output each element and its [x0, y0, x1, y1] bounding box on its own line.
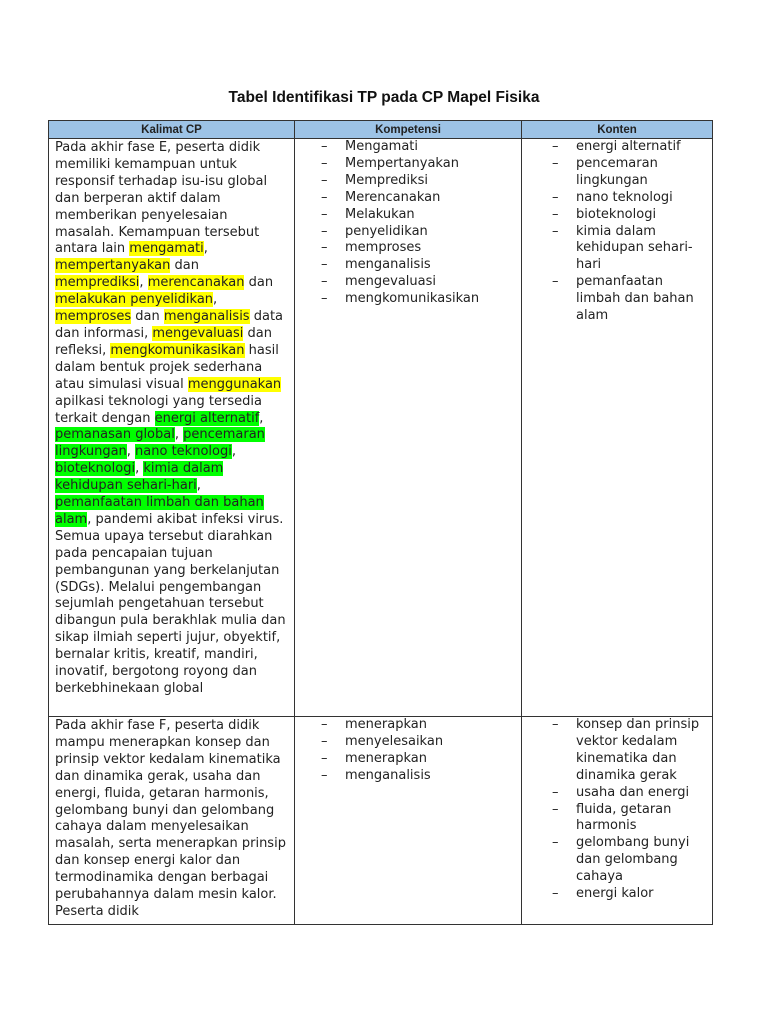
cp-text-segment: Pada akhir fase E, peserta didik memiliki kemampuan untuk responsif terhadap isu-isu global dan berperan aktif dalam memberikan penyelesaian masalah. Kemampuan tersebut antara lain — [55, 140, 268, 257]
list-item: – mengkomunikasikan — [297, 291, 517, 308]
cp-text-segment: , — [139, 275, 148, 291]
list-item: – pemanfaatan limbah dan bahan alam — [524, 274, 708, 325]
list-item: – menganalisis — [297, 768, 517, 785]
table-row — [49, 139, 713, 717]
list-item: – gelombang bunyi dan gelombang cahaya — [524, 835, 708, 886]
cp-text-segment: dan — [244, 275, 274, 291]
content-highlight: energi alternatif — [154, 410, 260, 426]
list-item: – penyelidikan — [297, 224, 517, 241]
verb-highlight: melakukan penyelidikan — [55, 292, 214, 308]
list-item: – menganalisis — [297, 257, 517, 274]
list-item: – menerapkan — [297, 751, 517, 768]
kompetensi-list — [297, 717, 517, 785]
cp-text-segment: data dan informasi, — [55, 309, 284, 341]
cp-text-segment: , — [135, 461, 144, 477]
list-item: – Memprediksi — [297, 173, 517, 190]
verb-highlight: mengkomunikasikan — [110, 342, 245, 358]
list-item: – konsep dan prinsip vektor kedalam kinematika dan dinamika gerak — [524, 717, 708, 785]
list-item: – mengevaluasi — [297, 274, 517, 291]
konten-cell — [522, 139, 713, 717]
list-item: – fluida, getaran harmonis — [524, 802, 708, 836]
verb-highlight: mengamati — [129, 241, 204, 257]
cp-text-segment: , — [213, 292, 218, 308]
list-item: – pencemaran lingkungan — [524, 156, 708, 190]
list-item: – menerapkan — [297, 717, 517, 734]
list-item: – memproses — [297, 240, 517, 257]
cp-text-segment: , — [231, 444, 236, 460]
list-item: – energi alternatif — [524, 139, 708, 156]
header-kalimat-cp: Kalimat CP — [49, 121, 295, 139]
list-item: – menyelesaikan — [297, 734, 517, 751]
konten-list — [524, 139, 708, 325]
cp-text-segment: hasil dalam bentuk projek sederhana atau simulasi visual — [55, 342, 279, 392]
cp-text-segment: , — [203, 241, 208, 257]
table-header-row — [49, 121, 713, 139]
cp-text-segment: dan — [170, 258, 199, 274]
cp-text-segment: dan refleksi, — [55, 325, 272, 358]
cp-text-segment: , pandemi akibat infeksi virus. Semua upaya tersebut diarahkan pada pencapaian tujuan pembangunan yang berkelanjutan (SDGs). Melalui pengembangan sejumlah pengetahuan tersebut dibangun pula berakhlak mulia dan sikap ilmiah seperti jujur, obyektif, bernalar kritis, kreatif, mandiri, inovatif, bergotong royong dan berkebhinekaan global — [55, 511, 286, 696]
list-item: – usaha dan energi — [524, 785, 708, 802]
konten-list — [524, 717, 708, 903]
header-konten: Konten — [522, 121, 713, 139]
list-item: – Merencanakan — [297, 190, 517, 207]
cp-text-segment: , — [126, 444, 136, 460]
cp-text-segment: , — [174, 427, 184, 443]
kalimat-cp-text — [55, 140, 290, 698]
content-highlight: pemanasan global — [55, 427, 175, 443]
content-highlight: pemanfaatan limbah dan bahan alam — [55, 495, 264, 527]
kompetensi-cell — [295, 139, 522, 717]
kalimat-cp-cell — [49, 139, 295, 717]
content-highlight: bioteknologi — [55, 461, 136, 477]
list-item: – Mengamati — [297, 139, 517, 156]
list-item: – energi kalor — [524, 886, 708, 903]
verb-highlight: memprediksi — [55, 275, 140, 291]
list-item: – kimia dalam kehidupan sehari-hari — [524, 224, 708, 275]
verb-highlight: mengevaluasi — [152, 325, 244, 341]
kompetensi-cell — [295, 717, 522, 925]
content-highlight: pencemaran lingkungan — [55, 427, 265, 460]
cp-text-segment: dan — [131, 309, 164, 325]
kompetensi-list — [297, 139, 517, 308]
cp-text-segment: Pada akhir fase F, peserta didik mampu menerapkan konsep dan prinsip vektor kedalam kinematika dan dinamika gerak, usaha dan energi, fluida, getaran harmonis, gelombang bunyi dan gelombang cahaya dalam menyelesaikan masalah, serta menerapkan prinsip dan konsep energi kalor dan termodinamika dengan berbagai perubahannya dalam mesin kalor. Peserta didik — [55, 718, 286, 919]
verb-highlight: merencanakan — [147, 275, 245, 291]
konten-cell — [522, 717, 713, 925]
verb-highlight: menggunakan — [187, 376, 282, 392]
list-item: – bioteknologi — [524, 207, 708, 224]
list-item: – nano teknologi — [524, 190, 708, 207]
content-highlight: nano teknologi — [135, 444, 232, 460]
verb-highlight: mempertanyakan — [55, 258, 171, 274]
list-item: – Mempertanyakan — [297, 156, 517, 173]
list-item: – Melakukan — [297, 207, 517, 224]
tp-identification-table — [48, 120, 713, 925]
page-title: Tabel Identifikasi TP pada CP Mapel Fisika — [228, 89, 540, 106]
cp-text-segment: , — [259, 410, 264, 426]
cp-text-segment: , — [196, 478, 201, 494]
table-row — [49, 717, 713, 925]
cp-text-segment: apilkasi teknologi yang tersedia terkait dengan — [55, 393, 262, 426]
kalimat-cp-cell — [49, 717, 295, 925]
verb-highlight: memproses — [55, 309, 132, 325]
header-kompetensi: Kompetensi — [295, 121, 522, 139]
verb-highlight: menganalisis — [163, 309, 250, 325]
content-highlight: kimia dalam kehidupan sehari-hari — [55, 461, 224, 494]
kalimat-cp-text — [55, 718, 290, 921]
